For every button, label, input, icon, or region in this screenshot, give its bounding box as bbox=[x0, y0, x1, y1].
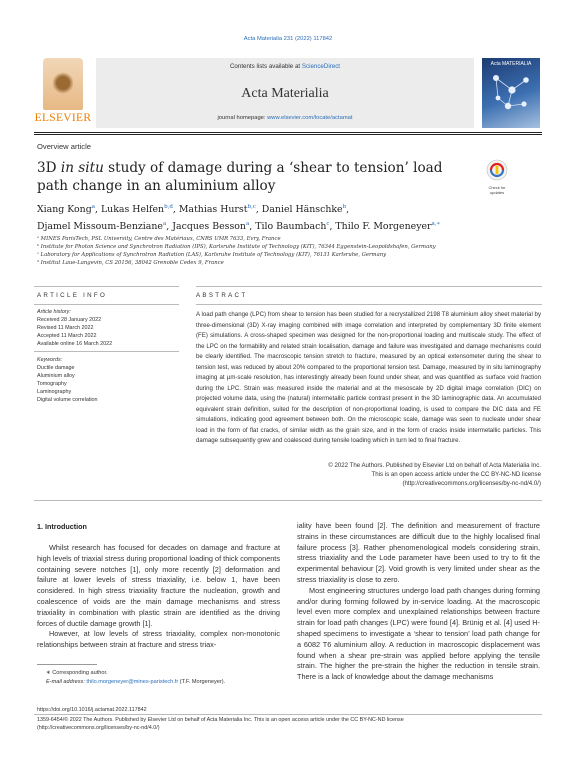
keyword-item: Ductile damage bbox=[37, 365, 75, 371]
article-info-heading: ARTICLE INFO bbox=[37, 292, 108, 299]
contents-line: Contents lists available at ScienceDirect bbox=[229, 63, 341, 70]
header-rule-double bbox=[34, 134, 542, 135]
keyword-item: Tomography bbox=[37, 381, 67, 387]
journal-title: Acta Materialia bbox=[241, 86, 329, 101]
check-for-updates-badge[interactable] bbox=[486, 159, 508, 193]
info-top-rule bbox=[34, 286, 179, 287]
author-name[interactable]: Xiang Kong bbox=[37, 204, 92, 216]
footer-license-link[interactable]: (http://creativecommons.org/licenses/by-nc-nd/4.0/) bbox=[37, 725, 160, 731]
affiliation-a: ᵃ MINES ParisTech, PSL University, Centre des Matériaux, CNRS UMR 7633, Evry, France bbox=[37, 236, 281, 242]
header-rule bbox=[34, 132, 542, 133]
affiliation-d: ᵈ Institut Laue-Langevin, CS 20156, 38042 Grenoble Cedex 9, France bbox=[37, 260, 224, 266]
footnote-corresponding: ∗ Corresponding author. bbox=[46, 670, 108, 676]
cover-title: Acta MATERIALIA bbox=[490, 61, 532, 67]
article-type: Overview article bbox=[37, 142, 92, 151]
footer-rule bbox=[34, 714, 542, 715]
abstract-top-rule bbox=[196, 286, 542, 287]
keywords-title: Keywords: bbox=[37, 357, 63, 363]
journal-cover-thumbnail[interactable] bbox=[482, 58, 540, 128]
journal-homepage-link[interactable]: www.elsevier.com/locate/actamat bbox=[267, 115, 353, 121]
copyright-line: © 2022 The Authors. Published by Elsevier Ltd on behalf of Acta Materialia Inc. bbox=[328, 462, 541, 469]
keyword-item: Aluminium alloy bbox=[37, 373, 75, 379]
license-link[interactable]: (http://creativecommons.org/licenses/by-nc-nd/4.0/) bbox=[402, 480, 541, 487]
keyword-item: Digital volume correlation bbox=[37, 397, 98, 403]
abstract-bottom-rule bbox=[34, 500, 542, 501]
crossmark-icon bbox=[486, 159, 508, 181]
elsevier-tree-icon bbox=[43, 58, 83, 110]
footnote-rule bbox=[37, 664, 97, 665]
keyword-item: Laminography bbox=[37, 389, 72, 395]
journal-homepage-line: journal homepage: www.elsevier.com/locate/actamat bbox=[217, 115, 353, 121]
right-column bbox=[297, 521, 540, 683]
footnote-email: E-mail address: thilo.morgeneyer@mines-paristech.fr (T.F. Morgeneyer). bbox=[46, 679, 226, 685]
paragraph: iality have been found [2]. The definition and measurement of fracture strains in these circumstances are difficult due to the highly localised final failure process [3]. Rather phenomenological models considering strain, stress triaxiality and the Lode parameter have been used to try to fit the experimental behaviour [2]. Void growth is very limited under shear as the stress triaxiality is close to zero. bbox=[297, 521, 540, 584]
affiliation-b: ᵇ Institute for Photon Science and Synchrotron Radiation (IPS), Karlsruhe Institute of Technology (KIT), 76344 Eggenstein-Leopoldshafen, Germany bbox=[37, 244, 436, 250]
article-title: 3D in situ study of damage during a ‘shear to tension’ load path change in an aluminium alloy bbox=[37, 160, 443, 194]
doi-link[interactable]: https://doi.org/10.1016/j.actamat.2022.117842 bbox=[37, 707, 147, 713]
email-link[interactable]: thilo.morgeneyer@mines-paristech.fr bbox=[86, 679, 179, 685]
affiliation-c: ᶜ Laboratory for Applications of Synchrotron Radiation (LAS), Karlsruhe Institute of Technology (KIT), 76131 Karlsruhe, Germany bbox=[37, 252, 387, 258]
keywords-rule bbox=[34, 351, 179, 352]
elsevier-logo[interactable] bbox=[34, 58, 92, 128]
abstract-heading-rule bbox=[196, 304, 542, 305]
history-accepted: Accepted 11 March 2022 bbox=[37, 333, 97, 339]
history-received: Received 28 January 2022 bbox=[37, 317, 102, 323]
history-online: Available online 16 March 2022 bbox=[37, 341, 113, 347]
section-heading: 1. Introduction bbox=[37, 522, 87, 531]
abstract-heading: ABSTRACT bbox=[196, 292, 248, 299]
license-line: This is an open access article under the CC BY-NC-ND license bbox=[371, 471, 541, 478]
elsevier-wordmark: ELSEVIER bbox=[34, 112, 92, 124]
paragraph: Most engineering structures undergo load path changes during forming and/or during forming followed by in-service loading. At the macroscopic level even more complex and unexplained relationships between fracture strain for load path changes (LPC) were found [4]. Brünig et al. [4] used H-shaped specimens to investigate a ‘shear to tension’ load path change for a 6082 T6 aluminium alloy. A reduction in macroscopic displacement was found when a shear pre-strain was applied before applying the tensile strain. The higher the pre-strain the higher the reduction in tensile strain. There is a lack of knowledge about the damage mechanisms bbox=[297, 585, 540, 682]
author-list: Xiang Kong$^a$, Lukas Helfen$^{b,d}$, Mathias Hurst$^{b,c}$, Daniel Hänschke$^b$, Djamel Missoum-Benziane$^a$, Jacques Besson$^a$, Tilo Baumbach$^c$, Thilo F. Morgeneyer$^{a,∗}$ bbox=[37, 204, 441, 233]
info-heading-rule bbox=[34, 304, 179, 305]
cover-network-icon bbox=[488, 70, 534, 114]
crossmark-label: Check for updates bbox=[488, 185, 506, 195]
sciencedirect-link[interactable]: ScienceDirect bbox=[301, 63, 341, 70]
history-revised: Revised 11 March 2022 bbox=[37, 325, 94, 331]
left-column bbox=[37, 543, 280, 651]
journal-citation[interactable]: Acta Materialia 231 (2022) 117842 bbox=[243, 36, 333, 42]
abstract-text: A load path change (LPC) from shear to tension has been studied for a recrystallized 2198 T8 aluminium alloy sheet material by three-dimensional (3D) X-ray imaging combined with image correlation and interpreted by complementary 3D finite element (FE) simulations. A cross-shaped specimen was designed for the non-proportional loading and multiscale study. The effect of the LPC on the formability and related strain localisation, damage and failure was investigated and damage mechanisms could be clearly identified. The macroscopic tension stretch to fracture, measured by an optical extensometer during the shear to tension test, was reduced by about 20% compared to the proportional tension test. Damage, measured by in situ laminography imaging at µm-scale resolution, has interestingly already been found under shear, and was quantified as surface void fraction during the LPC. Strain was measured inside the material and at the mesoscale by 2D digital image correlation (DIC) on projected volume data, using the (natural) intermetallic particle contrast present in the 3D laminographic data. An accumulated equivalent strain definition, suited for the description of non-proportional loading, is used to compare the DIC data and FE simulations, indicating good agreement between both. On the microscopic scale, damage was seen to nucleate under shear load in the form of flat cracks, of similar width as the grain size, and in the form of cracks inside intermetallic particles. This damage subsequently grew and coalesced during tensile loading which in turn led to final fracture. bbox=[196, 311, 541, 444]
paragraph: Whilst research has focused for decades on damage and fracture at high levels of triaxial stress during proportional loading of thick components containing severe notches [1], only more recently [2] deformation and failure at lower levels of stress triaxiality, i.e. below 1, have been considered. In high stress triaxiality fracture the nucleation, growth and coalescence of voids are the main damage mechanisms and stress triaxiality in combination with plastic strain are identified as the driving forces of ductile damage growth [1]. bbox=[37, 543, 280, 628]
paragraph: However, at low levels of stress triaxiality, complex non-monotonic relationships between strain at fracture and stress triax- bbox=[37, 629, 280, 650]
history-title: Article history: bbox=[37, 309, 71, 315]
issn-line: 1359-6454/© 2022 The Authors. Published by Elsevier Ltd on behalf of Acta Materialia Inc. This is an open access article under the CC BY-NC-ND license bbox=[37, 717, 404, 723]
